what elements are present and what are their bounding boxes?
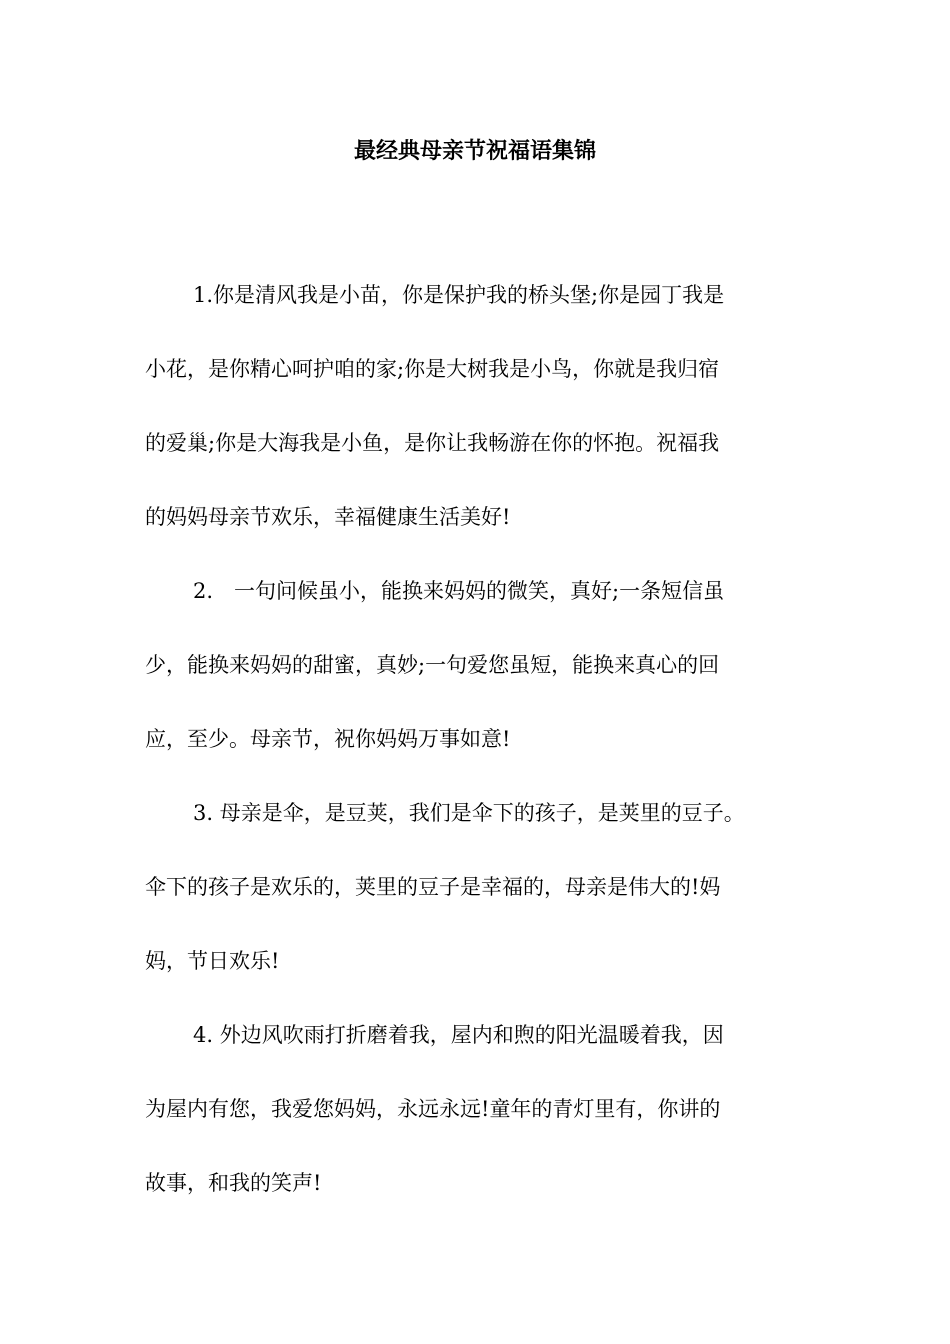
paragraph-1-line-2: 小花，是你精心呵护咱的家;你是大树我是小鸟，你就是我归宿 — [145, 357, 720, 381]
paragraph-1-line-4: 的妈妈母亲节欢乐，幸福健康生活美好! — [145, 505, 511, 529]
paragraph-4-line-2: 为屋内有您，我爱您妈妈，永远永远!童年的青灯里有，你讲的 — [145, 1097, 721, 1121]
paragraph-4-line-1: 4. 外边风吹雨打折磨着我，屋内和煦的阳光温暖着我，因 — [193, 1023, 724, 1047]
paragraph-2-line-3: 应，至少。母亲节，祝你妈妈万事如意! — [145, 727, 511, 751]
paragraph-3-line-3: 妈，节日欢乐! — [145, 949, 280, 973]
paragraph-2-line-2: 少，能换来妈妈的甜蜜，真妙;一句爱您虽短，能换来真心的回 — [145, 653, 720, 677]
paragraph-4-line-3: 故事，和我的笑声! — [145, 1171, 322, 1195]
paragraph-3-line-2: 伞下的孩子是欢乐的，荚里的豆子是幸福的，母亲是伟大的!妈 — [145, 875, 721, 899]
paragraph-2-line-1: 2. 一句问候虽小，能换来妈妈的微笑，真好;一条短信虽 — [193, 579, 725, 603]
paragraph-1-line-1: 1.你是清风我是小苗，你是保护我的桥头堡;你是园丁我是 — [193, 283, 725, 307]
document-body — [145, 258, 807, 1220]
paragraph-3-line-1: 3. 母亲是伞，是豆荚，我们是伞下的孩子，是荚里的豆子。 — [193, 801, 745, 825]
document-title: 最经典母亲节祝福语集锦 — [353, 139, 596, 164]
paragraph-1-line-3: 的爱巢;你是大海我是小鱼，是你让我畅游在你的怀抱。祝福我 — [145, 431, 720, 455]
